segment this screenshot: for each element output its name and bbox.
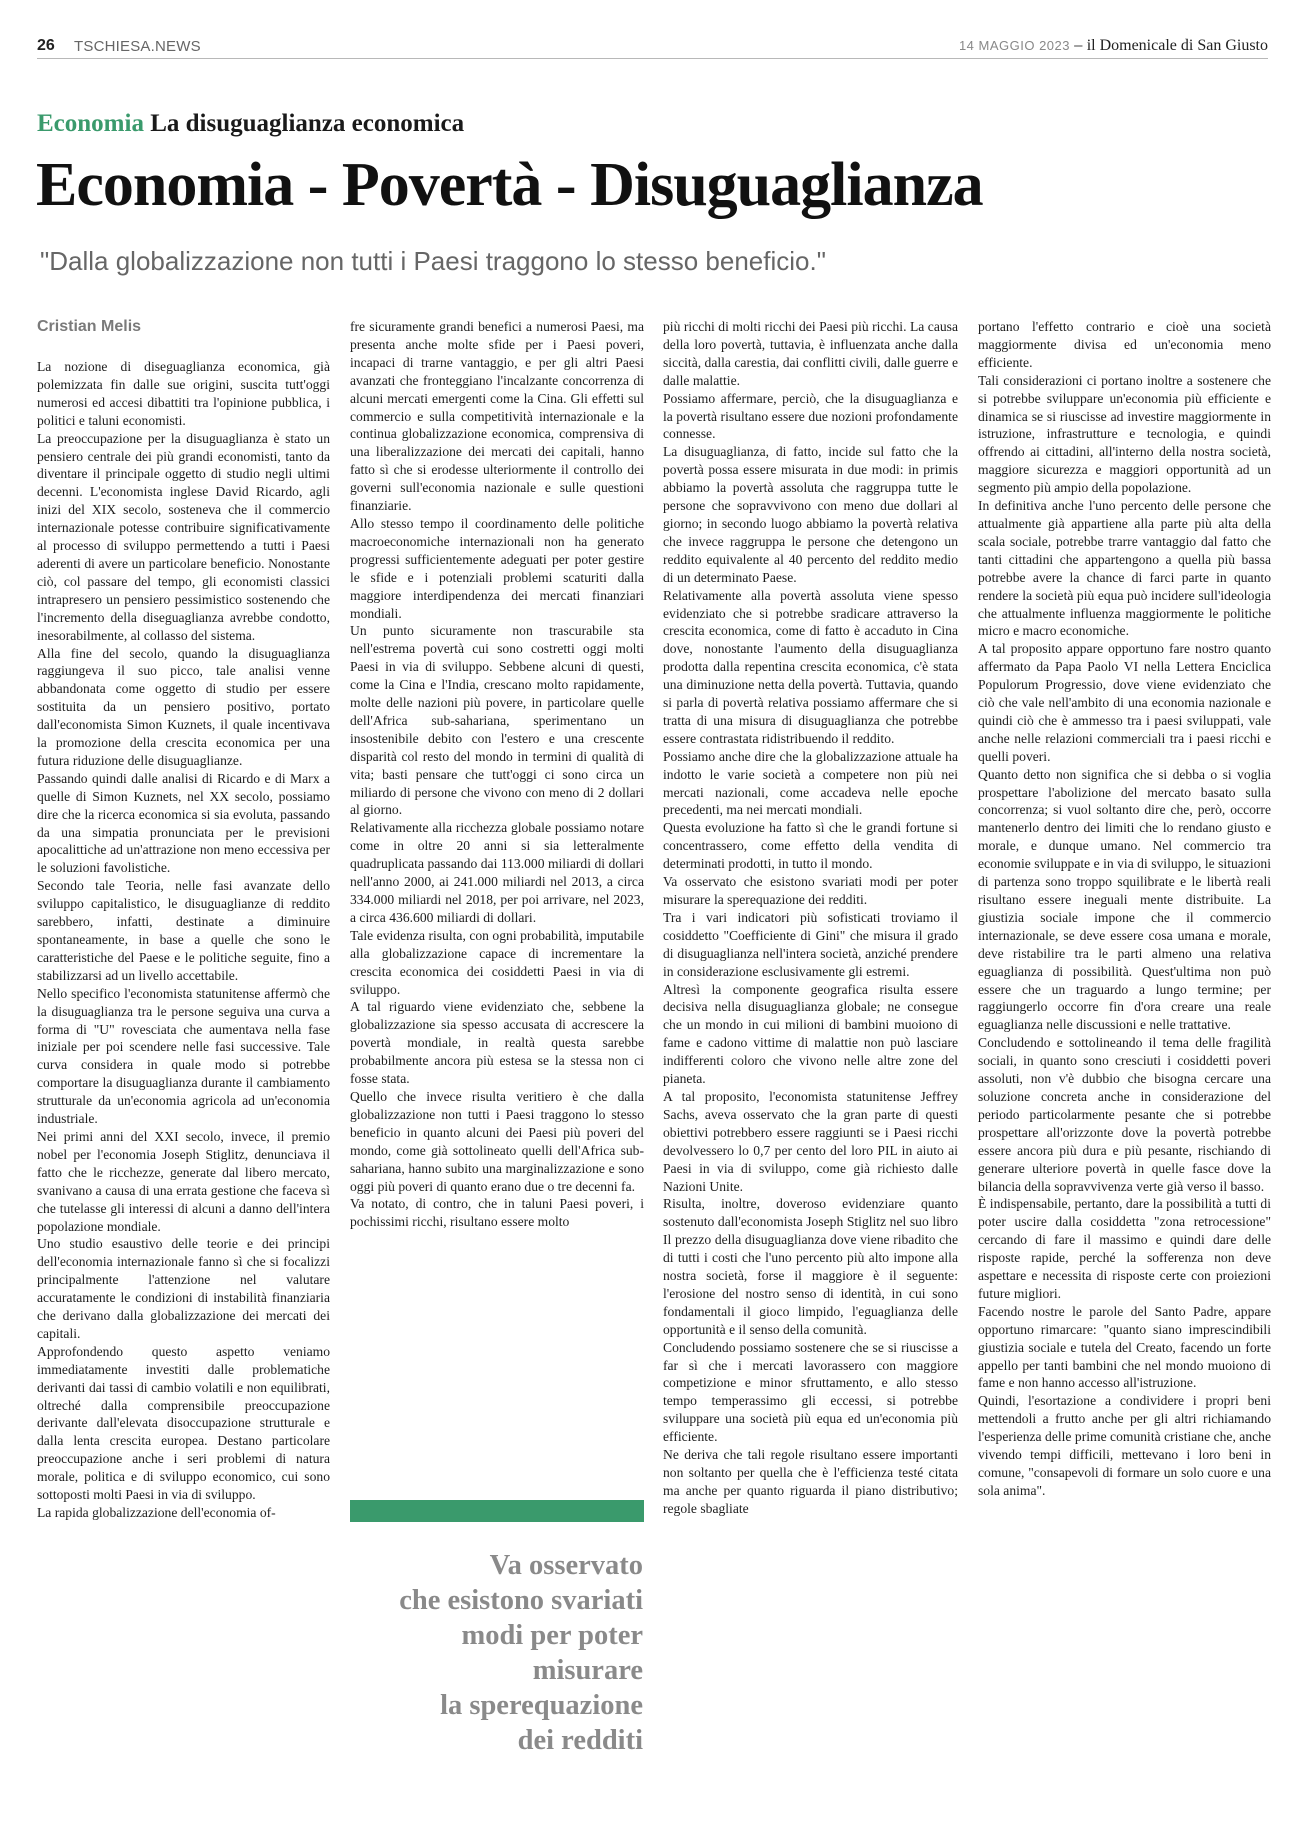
page-number: 26 (37, 37, 55, 54)
pullquote-line: la sperequazione (440, 1690, 643, 1721)
paragraph: La rapida globalizzazione dell'economia of- (37, 1505, 276, 1520)
paragraph: La nozione di diseguaglianza economica, già polemizzata fin dalle sue origini, suscita tutt'oggi numerosi ed accesi dibattiti tra l'opinione pubblica, i politici e taluni economisti. (37, 359, 330, 428)
paragraph: Quello che invece risulta veritiero è che dalla globalizzazione non tutti i Paesi traggono lo stesso beneficio in quanto alcuni dei Paesi più poveri del mondo, come già sottolineato quelli dell'Africa sub-sahariana, hanno subito una marginalizzazione e sono oggi più poveri di quanto erano due o tre decenni fa. (350, 1088, 644, 1194)
paragraph: Tra i vari indicatori più sofisticati troviamo il cosiddetto "Coefficiente di Gini" che misura il grado di disuguaglianza nell'intera società, anziché prendere in considerazione esclusivamente gli estremi. (663, 909, 958, 979)
paragraph: A tal proposito, l'economista statunitense Jeffrey Sachs, aveva osservato che la gran parte di questi obiettivi potrebbero essere raggiunti se i Paesi ricchi devolvessero lo 0,7 per cento del loro PIL in aiuto ai Paesi in via di sviluppo, come già richiesto dalle Nazioni Unite. (663, 1088, 958, 1194)
paragraph: A tal riguardo viene evidenziato che, sebbene la globalizzazione sia spesso accusata di accrescere la povertà mondiale, in realtà questa sarebbe probabilmente ancora più estesa se la stessa non ci fosse stata. (350, 999, 644, 1087)
paragraph: Tale evidenza risulta, con ogni probabilità, imputabile alla globalizzazione capace di incrementare la crescita economica dei cosiddetti Paesi in via di sviluppo. (350, 927, 644, 997)
paragraph: Relativamente alla povertà assoluta viene spesso evidenziato che si potrebbe sradicare attraverso la crescita economica, come di fatto è accaduto in Cina dove, nonostante l'aumento della disuguaglianza prodotta dalla repentina crescita economica, c'è stata una diminuzione netta della povertà. Tuttavia, quando si parla di povertà relativa possiamo affermare che si tratta di una misura di disuguaglianza che potrebbe essere contrastata ridistribuendo il reddito. (663, 587, 958, 746)
article-column-3 (663, 318, 958, 1828)
pullquote-line: che esistono svariati (399, 1585, 643, 1616)
section-kicker (37, 110, 464, 138)
paragraph: Nei primi anni del XXI secolo, invece, il premio nobel per l'economia Joseph Stiglitz, denunciava il fatto che le ricchezze, generate dal libero mercato, svanivano a causa di una errata gestione che faceva sì che tutelasse gli interessi di alcuni a danno dell'intera popolazione mondiale. (37, 1128, 330, 1234)
paragraph: Passando quindi dalle analisi di Ricardo e di Marx a quelle di Simon Kuznets, nel XX secolo, possiamo dire che la ricerca economica si sia evoluta, passando da una simpatia pronunciata per le previsioni apocalittiche ad un'attrazione non meno eccessiva per le soluzioni favolistiche. (37, 770, 330, 876)
paragraph: In definitiva anche l'uno percento delle persone che attualmente già appartiene alla parte più alta della scala sociale, potrebbe trarre vantaggio dal fatto che tanti cittadini che appartengono a quella più bassa potrebbe avere la chance di farci parte in quanto rendere la società più equa può incidere sull'ideologia che attualmente influenza maggiormente le politiche micro e macro economiche. (978, 498, 1271, 639)
paragraph: La disuguaglianza, di fatto, incide sul fatto che la povertà possa essere misurata in due modi: in primis abbiamo la povertà assoluta che raggruppa tutte le persone che sopravvivono con meno due dollari al giorno; in secondo luogo abbiamo la povertà relativa che invece raggruppa le persone che detengono un reddito equivalente al 40 percento del reddito medio di un determinato Paese. (663, 444, 958, 585)
pullquote (350, 1548, 643, 1758)
pullquote-accent-bar (350, 1500, 644, 1522)
paragraph: Altresì la componente geografica risulta essere decisiva nella disuguaglianza globale; ne consegue che un mondo in cui milioni di bambini muoiono di fame e cadono vittime di malattie non può lasciare indifferenti coloro che vivono nelle altre zone del pianeta. (663, 981, 958, 1087)
paragraph: Possiamo affermare, perciò, che la disuguaglianza e la povertà risultano essere due nozioni profondamente connesse. (663, 390, 958, 442)
paragraph: È indispensabile, pertanto, dare la possibilità a tutti di poter uscire dalla cosiddetta "zona retrocessione" cercando di fare il massimo e quindi dare delle risposte rapide, perché la sofferenza non deve aspettare e necessita di risposte certe con proiezioni future migliori. (978, 1196, 1271, 1301)
article-headline: Economia - Povertà - Disuguaglianza (36, 151, 983, 219)
paragraph: Quanto detto non significa che si debba o si voglia prospettare l'abolizione del mercato basato sulla concorrenza; si vuol soltanto dire che, però, occorre mantenerlo dentro dei limiti che lo rendano giusto e morale, e dunque umano. Nel commercio tra economie sviluppate e in via di sviluppo, le situazioni di partenza sono troppo squilibrate e le libertà reali risultano essere ineguali mente distribuite. La giustizia sociale impone che il commercio internazionale, se deve essere cosa umana e morale, deve ristabilire tra le parti almeno una relativa eguaglianza di possibilità. Quest'ultima non può essere che un traguardo a lungo termine; per raggiungerlo occorre fin d'ora creare una reale eguaglianza nelle discussioni e nelle trattative. (978, 766, 1271, 1033)
paragraph: Secondo tale Teoria, nelle fasi avanzate dello sviluppo capitalistico, le disuguaglianze di reddito sarebbero, infatti, destinate a diminuire spontaneamente, in base a quelle che sono le caratteristiche del Paese e le politiche seguite, fino a stabilizzarsi ad un livello accettabile. (37, 878, 330, 983)
paragraph: Allo stesso tempo il coordinamento delle politiche macroeconomiche internazionali non ha generato progressi sufficientemente adeguati per poter gestire le sfide e i potenziali problemi scaturiti dalla maggiore interdipendenza dei mercati finanziari mondiali. (350, 515, 644, 621)
issue-date: 14 MAGGIO 2023 (958, 38, 1070, 53)
paragraph: Facendo nostre le parole del Santo Padre, appare opportuno rimarcare: "quanto siano imprescindibili giustizia sociale e tutela del Creato, facendo un forte appello per tanti bambini che nel mondo muoiono di fame e non hanno accesso all'istruzione. (978, 1303, 1271, 1391)
header-separator: – (1070, 37, 1087, 54)
paragraph: Tali considerazioni ci portano inoltre a sostenere che si potrebbe sviluppare un'economia più efficiente e dinamica se si riuscisse ad investire maggiormente in istruzione, infrastrutture e tecnologia, e quindi offrendo ai cittadini, all'interno della nostra società, maggiore sicurezza e maggiori opportunità ad un segmento più ampio della popolazione. (978, 372, 1271, 496)
pullquote-line: Va osservato (489, 1550, 643, 1581)
paragraph: Possiamo anche dire che la globalizzazione attuale ha indotto le varie società a competere non più nei mercati nazionali, come accadeva nelle epoche precedenti, ma nei mercati mondiali. (663, 748, 958, 818)
paragraph: La preoccupazione per la disuguaglianza è stato un pensiero centrale dei più grandi economisti, tanto da diventare il principale oggetto di studio negli ultimi decenni. L'economista inglese David Ricardo, agli inizi del XIX secolo, sosteneva che il commercio internazionale potesse contribuire significativamente al processo di sviluppo permettendo a tutti i Paesi aderenti di avere un particolare beneficio. Nonostante ciò, col passare del tempo, gli economisti classici intrapresero un pensiero pessimistico sostenendo che l'incremento della diseguaglianza avrebbe condotto, inesorabilmente, al collasso del sistema. (37, 430, 330, 643)
paragraph: Quindi, l'esortazione a condividere i propri beni mettendoli a frutto anche per gli altri richiamando l'esperienza delle prime comunità cristiane che, anche vivendo tempi difficili, mettevano i loro beni in comune, "consapevoli di formare un solo cuore e una sola anima". (978, 1393, 1271, 1498)
paragraph: Un punto sicuramente non trascurabile sta nell'estrema povertà cui sono costretti oggi molti Paesi in via di sviluppo. Sebbene alcuni di questi, come la Cina e l'India, crescano molto rapidamente, molte delle nazioni più povere, in particolare quelle dell'Africa sub-sahariana, sperimentano un insostenibile debito con l'estero e una crescente disparità col resto del mondo in termini di qualità di vita; basti pensare che tutt'oggi ci sono circa un miliardo di persone che vivono con meno di 2 dollari al giorno. (350, 623, 644, 818)
paragraph: Relativamente alla ricchezza globale possiamo notare come in oltre 20 anni si sia letteralmente quadruplicata passando dai 113.000 miliardi di dollari nell'anno 2000, ai 241.000 miliardi nel 2013, a circa 334.000 miliardi nel 2018, per poi arrivare, nel 2023, a circa 436.600 miliardi di dollari. (350, 820, 644, 925)
paragraph: Approfondendo questo aspetto veniamo immediatamente investiti dalle problematiche derivanti dai tassi di cambio volatili e non equilibrati, oltreché dalla comprensibile preoccupazione derivante dall'elevata disoccupazione strutturale e dalla lenta crescita europea. Destano particolare preoccupazione anche i seri problemi di natura morale, politica e di sviluppo economico, cui sono sottoposti molti Paesi in via di sviluppo. (37, 1343, 330, 1503)
paragraph: Questa evoluzione ha fatto sì che le grandi fortune si concentrassero, come effetto della vendita di determinati prodotti, in tutto il mondo. (663, 820, 958, 872)
article-column-2 (350, 318, 644, 1550)
newspaper-name: il Domenicale di San Giusto (1086, 37, 1268, 54)
site-name: TSCHIESA.NEWS (74, 38, 201, 55)
paragraph: Nello specifico l'economista statunitense affermò che la disuguaglianza tra le persone seguiva una curva a forma di "U" rovesciata che aumentava nella fase iniziale per poi scendere nelle fasi successive. Tale curva considera in quale modo si potrebbe comportare la disuguaglianza durante il cambiamento strutturale da un'economia agricola ad un'economia industriale. (37, 985, 330, 1127)
page-header (37, 34, 1268, 59)
pullquote-line: modi per poter (461, 1620, 643, 1651)
paragraph: Va osservato che esistono svariati modi per poter misurare la sperequazione dei redditi. (663, 874, 958, 907)
paragraph: Risulta, inoltre, doveroso evidenziare quanto sostenuto dall'economista Joseph Stiglitz nel suo libro Il prezzo della disuguaglianza dove viene ribadito che di tutti i costi che l'uno percento più alto impone alla nostra società, forse il maggiore è il seguente: l'erosione del nostro senso di identità, in cui sono fondamentali il gioco limpido, l'eguaglianza delle opportunità e il senso della comunità. (663, 1196, 958, 1337)
article-column-1 (37, 358, 330, 1828)
paragraph: Alla fine del secolo, quando la disuguaglianza raggiungeva il suo picco, tale analisi venne abbandonata come oggetto di studio per essere sostituita da un pensiero positivo, portato dall'economista Simon Kuznets, il quale incentivava la promozione della crescita economica per una futura riduzione delle disuguaglianze. (37, 645, 330, 768)
paragraph: fre sicuramente grandi benefici a numerosi Paesi, ma presenta anche molte sfide per i Paesi poveri, incapaci di trarne vantaggio, e per gli altri Paesi avanzati che fronteggiano l'incalzante concorrenza di alcuni mercati emergenti come la Cina. Gli effetti sul commercio e sulla competitività internazionale e la continua globalizzazione economica, comprensiva di una liberalizzazione dei mercati dei capitali, hanno fatto sì che si erodesse ulteriormente il controllo dei governi sull'economia nazionale e sulle questioni finanziarie. (350, 319, 644, 514)
topic-label: La disuguaglianza economica (150, 110, 465, 137)
pullquote-line: dei redditi (517, 1725, 643, 1756)
paragraph: Ne deriva che tali regole risultano essere importanti non soltanto per quella che è l'efficienza testé citata ma anche per quanto riguarda il piano distributivo; regole sbagliate (663, 1447, 958, 1516)
article-subhead: "Dalla globalizzazione non tutti i Paesi traggono lo stesso beneficio." (40, 246, 826, 276)
paragraph: più ricchi di molti ricchi dei Paesi più ricchi. La causa della loro povertà, tuttavia, è influenzata anche dalla siccità, dalla carestia, dai conflitti civili, dalle guerre e dalle malattie. (663, 319, 958, 388)
paragraph: A tal proposito appare opportuno fare nostro quanto affermato da Papa Paolo VI nella Lettera Enciclica Populorum Progressio, dove viene evidenziato che ciò che vale nell'ambito di una economia nazionale e quindi ciò che è ammesso tra i paesi sviluppati, vale anche nelle relazioni commerciali tra i paesi ricchi e quelli poveri. (978, 641, 1271, 764)
paragraph: portano l'effetto contrario e cioè una società maggiormente divisa ed un'economia meno efficiente. (978, 319, 1271, 370)
section-label: Economia (37, 110, 144, 137)
author-byline: Cristian Melis (37, 318, 142, 335)
paragraph: Concludendo possiamo sostenere che se si riuscisse a far sì che i mercati lavorassero con maggiore competizione e minor sfruttamento, e allo stesso tempo temperassimo gli eccessi, si potrebbe sviluppare una società più equa ed un'economia più efficiente. (663, 1339, 958, 1445)
paragraph: Concludendo e sottolineando il tema delle fragilità sociali, in quanto sono cresciuti i cosiddetti poveri assoluti, non v'è dubbio che bisogna cercare una soluzione concreta anche in considerazione del periodo particolarmente pesante che si potrebbe prospettare all'orizzonte dove la povertà potrebbe essere ancora più dura e più pesante, rischiando di generare ulteriore povertà in quelle fasce dove la bilancia della sopravvivenza verte già verso il basso. (978, 1035, 1271, 1194)
paragraph: Va notato, di contro, che in taluni Paesi poveri, i pochissimi ricchi, risultano essere molto (350, 1196, 644, 1230)
article-column-4 (978, 318, 1271, 1828)
pullquote-line: misurare (532, 1655, 643, 1686)
issue-info (959, 37, 1268, 55)
paragraph: Uno studio esaustivo delle teorie e dei principi dell'economia internazionale fanno sì che si focalizzi principalmente l'attenzione nel valutare accuratamente le condizioni di instabilità finanziaria che derivano dalla globalizzazione dei mercati dei capitali. (37, 1236, 330, 1341)
